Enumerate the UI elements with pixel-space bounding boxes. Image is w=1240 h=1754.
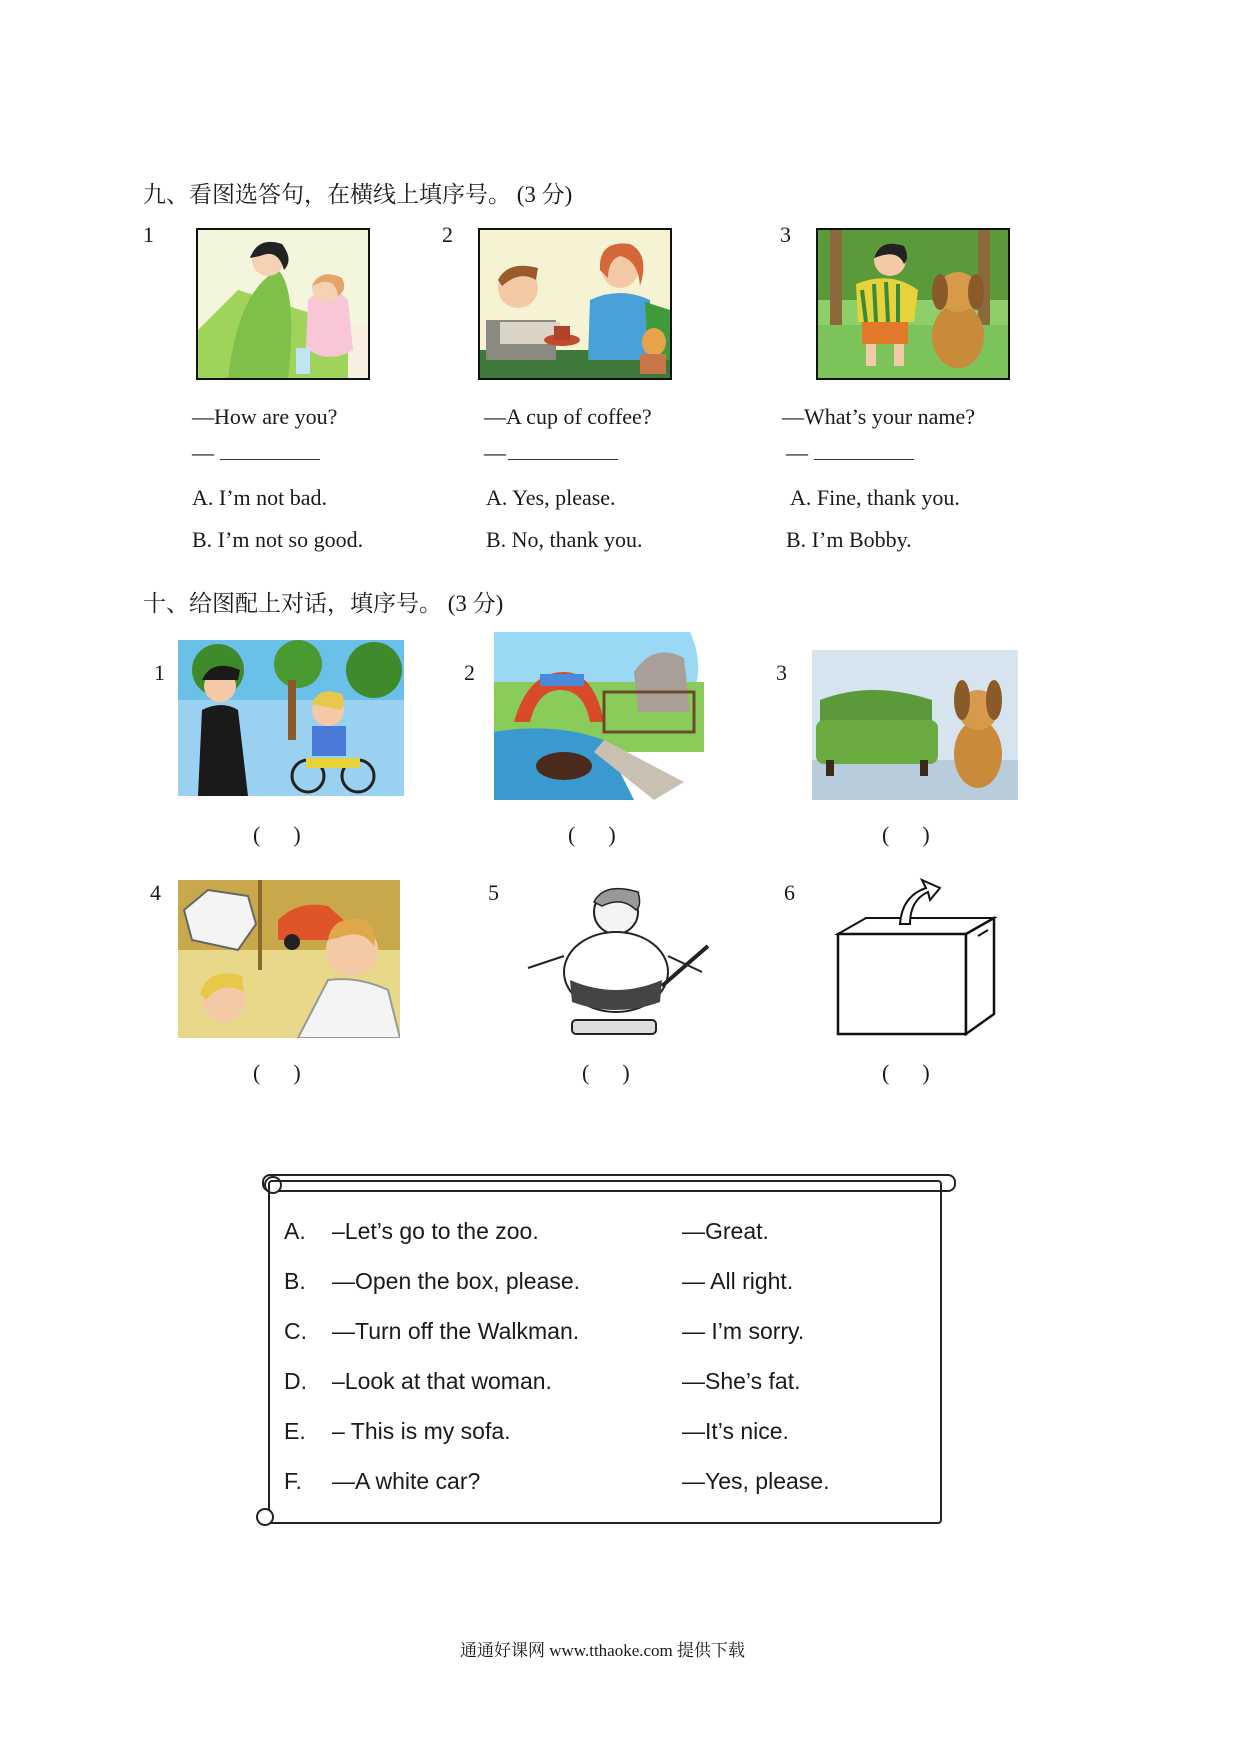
dialogue-row xyxy=(284,1468,924,1498)
answer-paren-6[interactable]: ( ) xyxy=(882,1060,930,1085)
option-b-1: B. I’m not so good. xyxy=(192,527,364,552)
dialogue-first: –Let’s go to the zoo. xyxy=(332,1218,539,1244)
dialogue-reply: —Yes, please. xyxy=(682,1468,830,1494)
picture-coffee xyxy=(478,228,672,380)
picture-box xyxy=(830,872,998,1044)
dialogue-scroll xyxy=(268,1180,942,1524)
answer-blank-1[interactable]: — xyxy=(192,440,320,466)
item-number: 1 xyxy=(143,222,154,247)
picture-girl-sick-in-bed xyxy=(196,228,370,380)
answer-paren-3[interactable]: ( ) xyxy=(882,822,930,847)
dialogue-reply: — All right. xyxy=(682,1268,794,1294)
picture-fat-woman-on-scale xyxy=(512,876,724,1046)
question-3: —What’s your name? xyxy=(782,404,976,429)
footer-text: 通通好课网 www.tthaoke.com 提供下载 xyxy=(460,1641,746,1660)
dialogue-reply: —It’s nice. xyxy=(682,1418,789,1444)
answer-blank-2[interactable]: — xyxy=(484,440,618,466)
answer-paren-4[interactable]: ( ) xyxy=(253,1060,301,1085)
picture-cars xyxy=(178,880,400,1038)
dialogue-key: D. xyxy=(284,1368,307,1394)
option-a-2: A. Yes, please. xyxy=(486,485,616,510)
question-2: —A cup of coffee? xyxy=(484,404,652,429)
dialogue-row xyxy=(284,1318,924,1348)
answer-paren-2[interactable]: ( ) xyxy=(568,822,616,847)
dialogue-key: A. xyxy=(284,1218,306,1244)
dialogue-reply: —She’s fat. xyxy=(682,1368,801,1394)
picture-sofa-and-dog xyxy=(812,650,1018,800)
answer-blank-3[interactable]: — xyxy=(786,440,914,466)
picture-number: 3 xyxy=(776,660,787,685)
picture-boy-and-dog xyxy=(816,228,1010,380)
item-number: 3 xyxy=(780,222,791,247)
question-1: —How are you? xyxy=(192,404,338,429)
section9-heading: 九、看图选答句，在横线上填序号。 (3 分) xyxy=(143,182,573,207)
scroll-curl-bottom xyxy=(256,1508,274,1526)
dialogue-first: – This is my sofa. xyxy=(332,1418,511,1444)
option-a-3: A. Fine, thank you. xyxy=(790,485,960,510)
picture-policeman-and-bike xyxy=(178,640,404,796)
dialogue-key: F. xyxy=(284,1468,302,1494)
answer-paren-5[interactable]: ( ) xyxy=(582,1060,630,1085)
dialogue-row xyxy=(284,1268,924,1298)
dialogue-key: B. xyxy=(284,1268,306,1294)
dialogue-row xyxy=(284,1418,924,1448)
dialogue-first: —A white car? xyxy=(332,1468,481,1494)
picture-zoo xyxy=(494,632,704,800)
section10-heading: 十、给图配上对话，填序号。 (3 分) xyxy=(143,591,504,616)
picture-number: 2 xyxy=(464,660,475,685)
option-b-2: B. No, thank you. xyxy=(486,527,643,552)
picture-number: 4 xyxy=(150,880,161,905)
option-a-1: A. I’m not bad. xyxy=(192,485,328,510)
picture-number: 1 xyxy=(154,660,165,685)
option-b-3: B. I’m Bobby. xyxy=(786,527,912,552)
dialogue-reply: —Great. xyxy=(682,1218,769,1244)
dialogue-reply: — I’m sorry. xyxy=(682,1318,805,1344)
dialogue-row xyxy=(284,1368,924,1398)
item-number: 2 xyxy=(442,222,453,247)
picture-number: 6 xyxy=(784,880,795,905)
dialogue-key: E. xyxy=(284,1418,306,1444)
dialogue-first: —Turn off the Walkman. xyxy=(332,1318,580,1344)
dialogue-first: —Open the box, please. xyxy=(332,1268,581,1294)
dialogue-first: –Look at that woman. xyxy=(332,1368,552,1394)
answer-paren-1[interactable]: ( ) xyxy=(253,822,301,847)
dialogue-key: C. xyxy=(284,1318,307,1344)
dialogue-row xyxy=(284,1218,924,1248)
picture-number: 5 xyxy=(488,880,499,905)
